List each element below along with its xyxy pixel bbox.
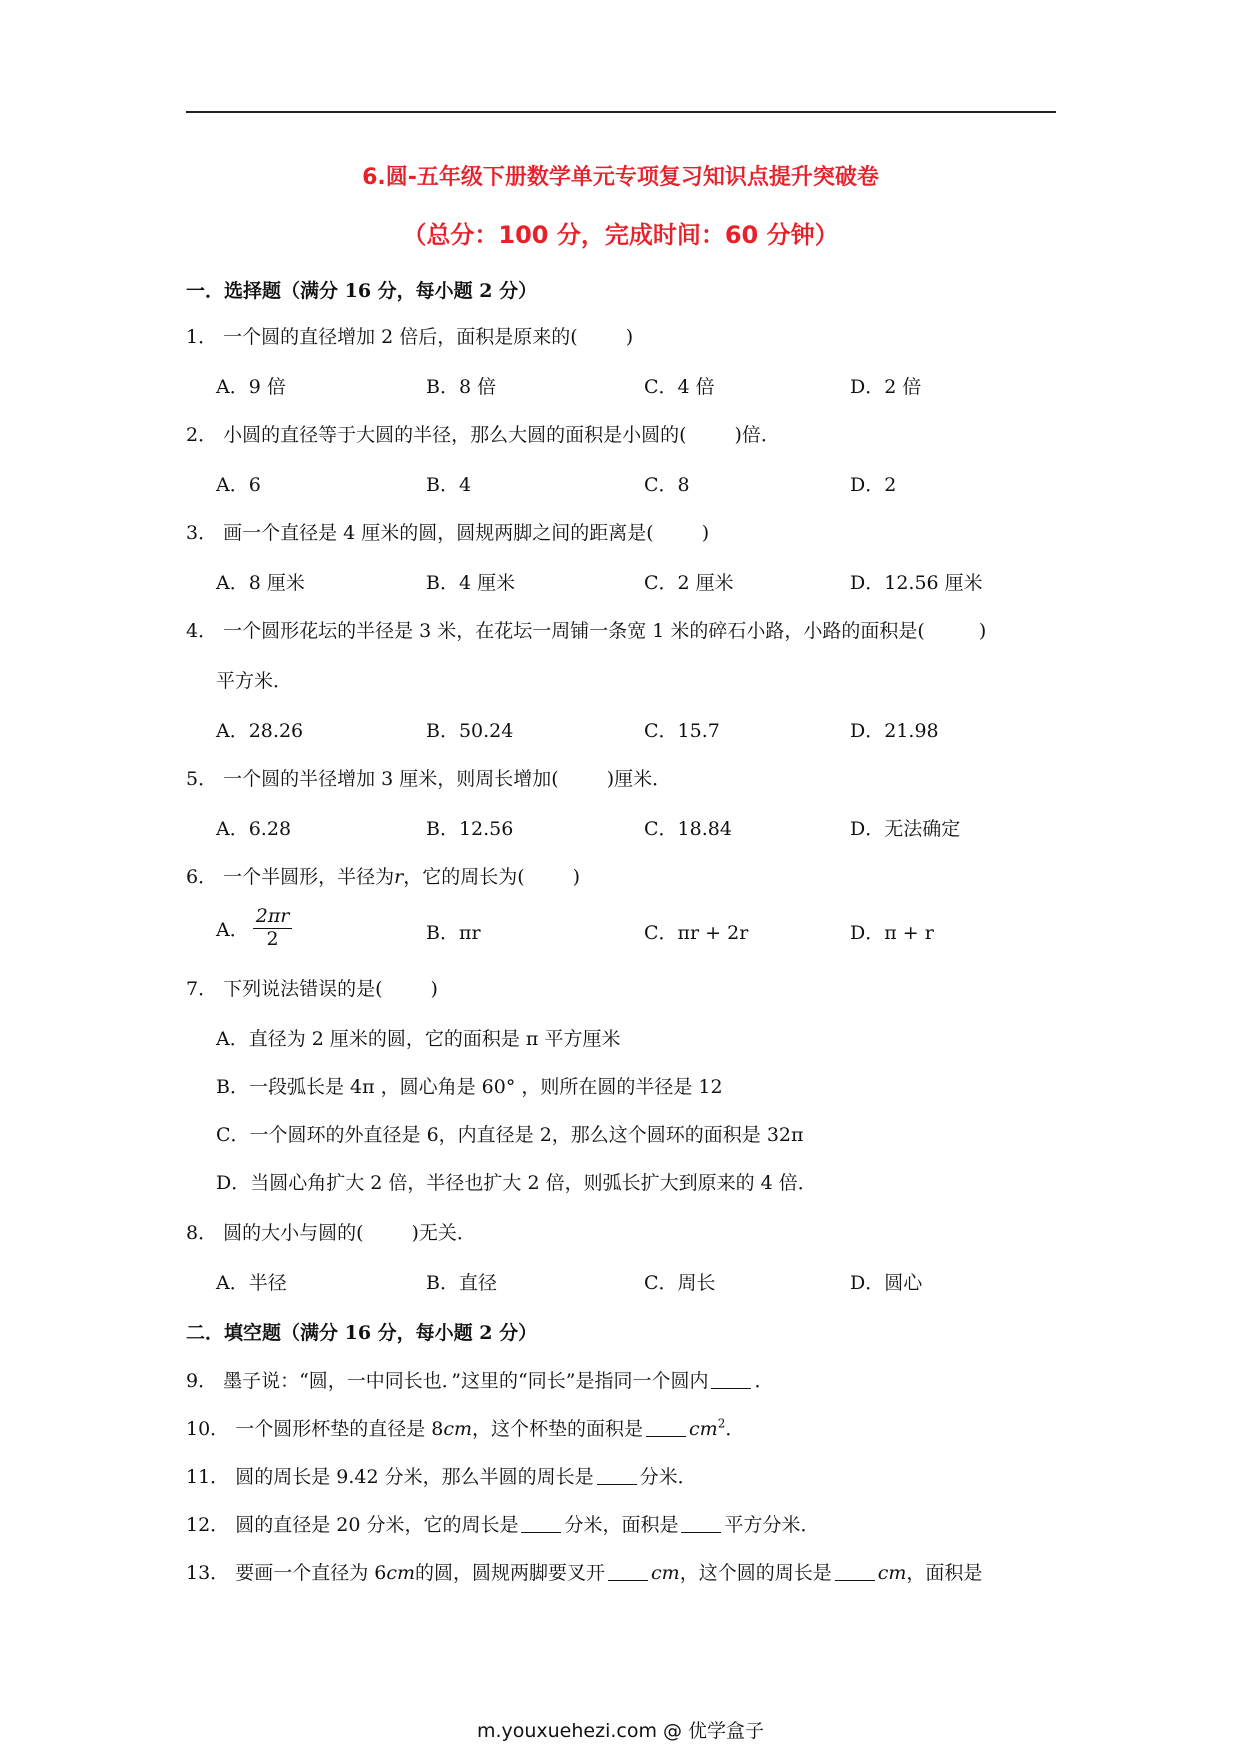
section-heading-choice: 一．选择题（满分 16 分，每小题 2 分） [186,280,538,302]
question-10: 10． 一个圆形杯垫的直径是 8cm，这个杯垫的面积是 $cm^2$． [186,1416,745,1440]
option-a[interactable]: A． $\frac{2\pi r}{2}$ [216,906,292,951]
option-b[interactable]: B．πr [426,922,481,944]
option-d[interactable]: D．2 [850,474,897,496]
option-b[interactable]: B．直径 [426,1272,497,1294]
option-d[interactable]: D．21.98 [850,720,939,742]
answer-blank[interactable] [646,1418,686,1437]
option-a[interactable]: A．半径 [216,1272,287,1294]
answer-blank[interactable] [835,1562,875,1581]
option-a[interactable]: A．9 倍 [216,376,286,398]
option-a[interactable]: A．8 厘米 [216,572,305,594]
question-4-continuation: 平方米． [216,670,293,692]
option-d[interactable]: D．π + r [850,922,934,944]
question-6-options [216,906,1056,962]
option-d[interactable]: D．无法确定 [850,818,961,840]
answer-blank[interactable] [681,1514,721,1533]
fraction: $\frac{2\pi r}{2}$ [253,906,293,951]
option-c[interactable]: C．18.84 [644,818,732,840]
question-7-option-a[interactable]: A．直径为 2 厘米的圆，它的面积是 π 平方厘米 [216,1028,621,1050]
option-c[interactable]: C．8 [644,474,690,496]
question-7-option-d[interactable]: D．当圆心角扩大 2 倍，半径也扩大 2 倍，则弧长扩大到原来的 4 倍． [216,1172,817,1194]
option-c[interactable]: C．2 厘米 [644,572,734,594]
option-b[interactable]: B．8 倍 [426,376,497,398]
question-12: 12． 圆的直径是 20 分米，它的周长是 分米，面积是 平方分米． [186,1514,820,1536]
option-b[interactable]: B．4 [426,474,472,496]
option-c[interactable]: C．周长 [644,1272,716,1294]
option-d[interactable]: D．2 倍 [850,376,922,398]
option-b[interactable]: B．50.24 [426,720,514,742]
page-title: 6.圆-五年级下册数学单元专项复习知识点提升突破卷 [362,165,879,190]
question-7-option-c[interactable]: C．一个圆环的外直径是 6，内直径是 2，那么这个圆环的面积是 32π [216,1124,804,1146]
section-heading-fill: 二．填空题（满分 16 分，每小题 2 分） [186,1322,538,1344]
question-3: 3． 画一个直径是 4 厘米的圆，圆规两脚之间的距离是( ) [186,522,710,544]
answer-blank[interactable] [608,1562,648,1581]
question-2: 2． 小圆的直径等于大圆的半径，那么大圆的面积是小圆的( )倍． [186,424,780,446]
option-a[interactable]: A．6.28 [216,818,292,840]
question-9: 9． 墨子说：“圆，一中同长也．”这里的“同长”是指同一个圆内 ． [186,1370,774,1392]
question-5: 5． 一个圆的半径增加 3 厘米，则周长增加( )厘米． [186,768,672,790]
question-7: 7． 下列说法错误的是( ) [186,978,438,1000]
answer-blank[interactable] [597,1466,637,1485]
page-subtitle: （总分：100 分，完成时间：60 分钟） [402,221,839,249]
header-rule [186,111,1056,113]
option-c[interactable]: C．4 倍 [644,376,715,398]
question-8: 8． 圆的大小与圆的( )无关． [186,1222,476,1244]
question-13: 13． 要画一个直径为 6cm的圆，圆规两脚要叉开 cm，这个圆的周长是 cm，面积是 [186,1562,983,1584]
question-1: 1． 一个圆的直径增加 2 倍后，面积是原来的( ) [186,326,634,348]
question-7-option-b[interactable]: B．一段弧长是 4π ，圆心角是 60° ，则所在圆的半径是 12 [216,1076,723,1098]
question-11: 11． 圆的周长是 9.42 分米，那么半圆的周长是 分米． [186,1466,697,1488]
answer-blank[interactable] [711,1370,751,1389]
option-b[interactable]: B．4 厘米 [426,572,516,594]
question-4: 4． 一个圆形花坛的半径是 3 米，在花坛一周铺一条宽 1 米的碎石小路，小路的面积是( ) [186,620,987,642]
option-b[interactable]: B．12.56 [426,818,514,840]
option-c[interactable]: C．πr + 2r [644,922,749,944]
footer-watermark: m.youxuehezi.com @ 优学盒子 [476,1720,765,1742]
option-a[interactable]: A．6 [216,474,261,496]
option-a[interactable]: A．28.26 [216,720,304,742]
option-d[interactable]: D．12.56 厘米 [850,572,983,594]
option-d[interactable]: D．圆心 [850,1272,923,1294]
question-6: 6． 一个半圆形，半径为r，它的周长为( ) [186,866,581,888]
answer-blank[interactable] [521,1514,561,1533]
option-c[interactable]: C．15.7 [644,720,720,742]
